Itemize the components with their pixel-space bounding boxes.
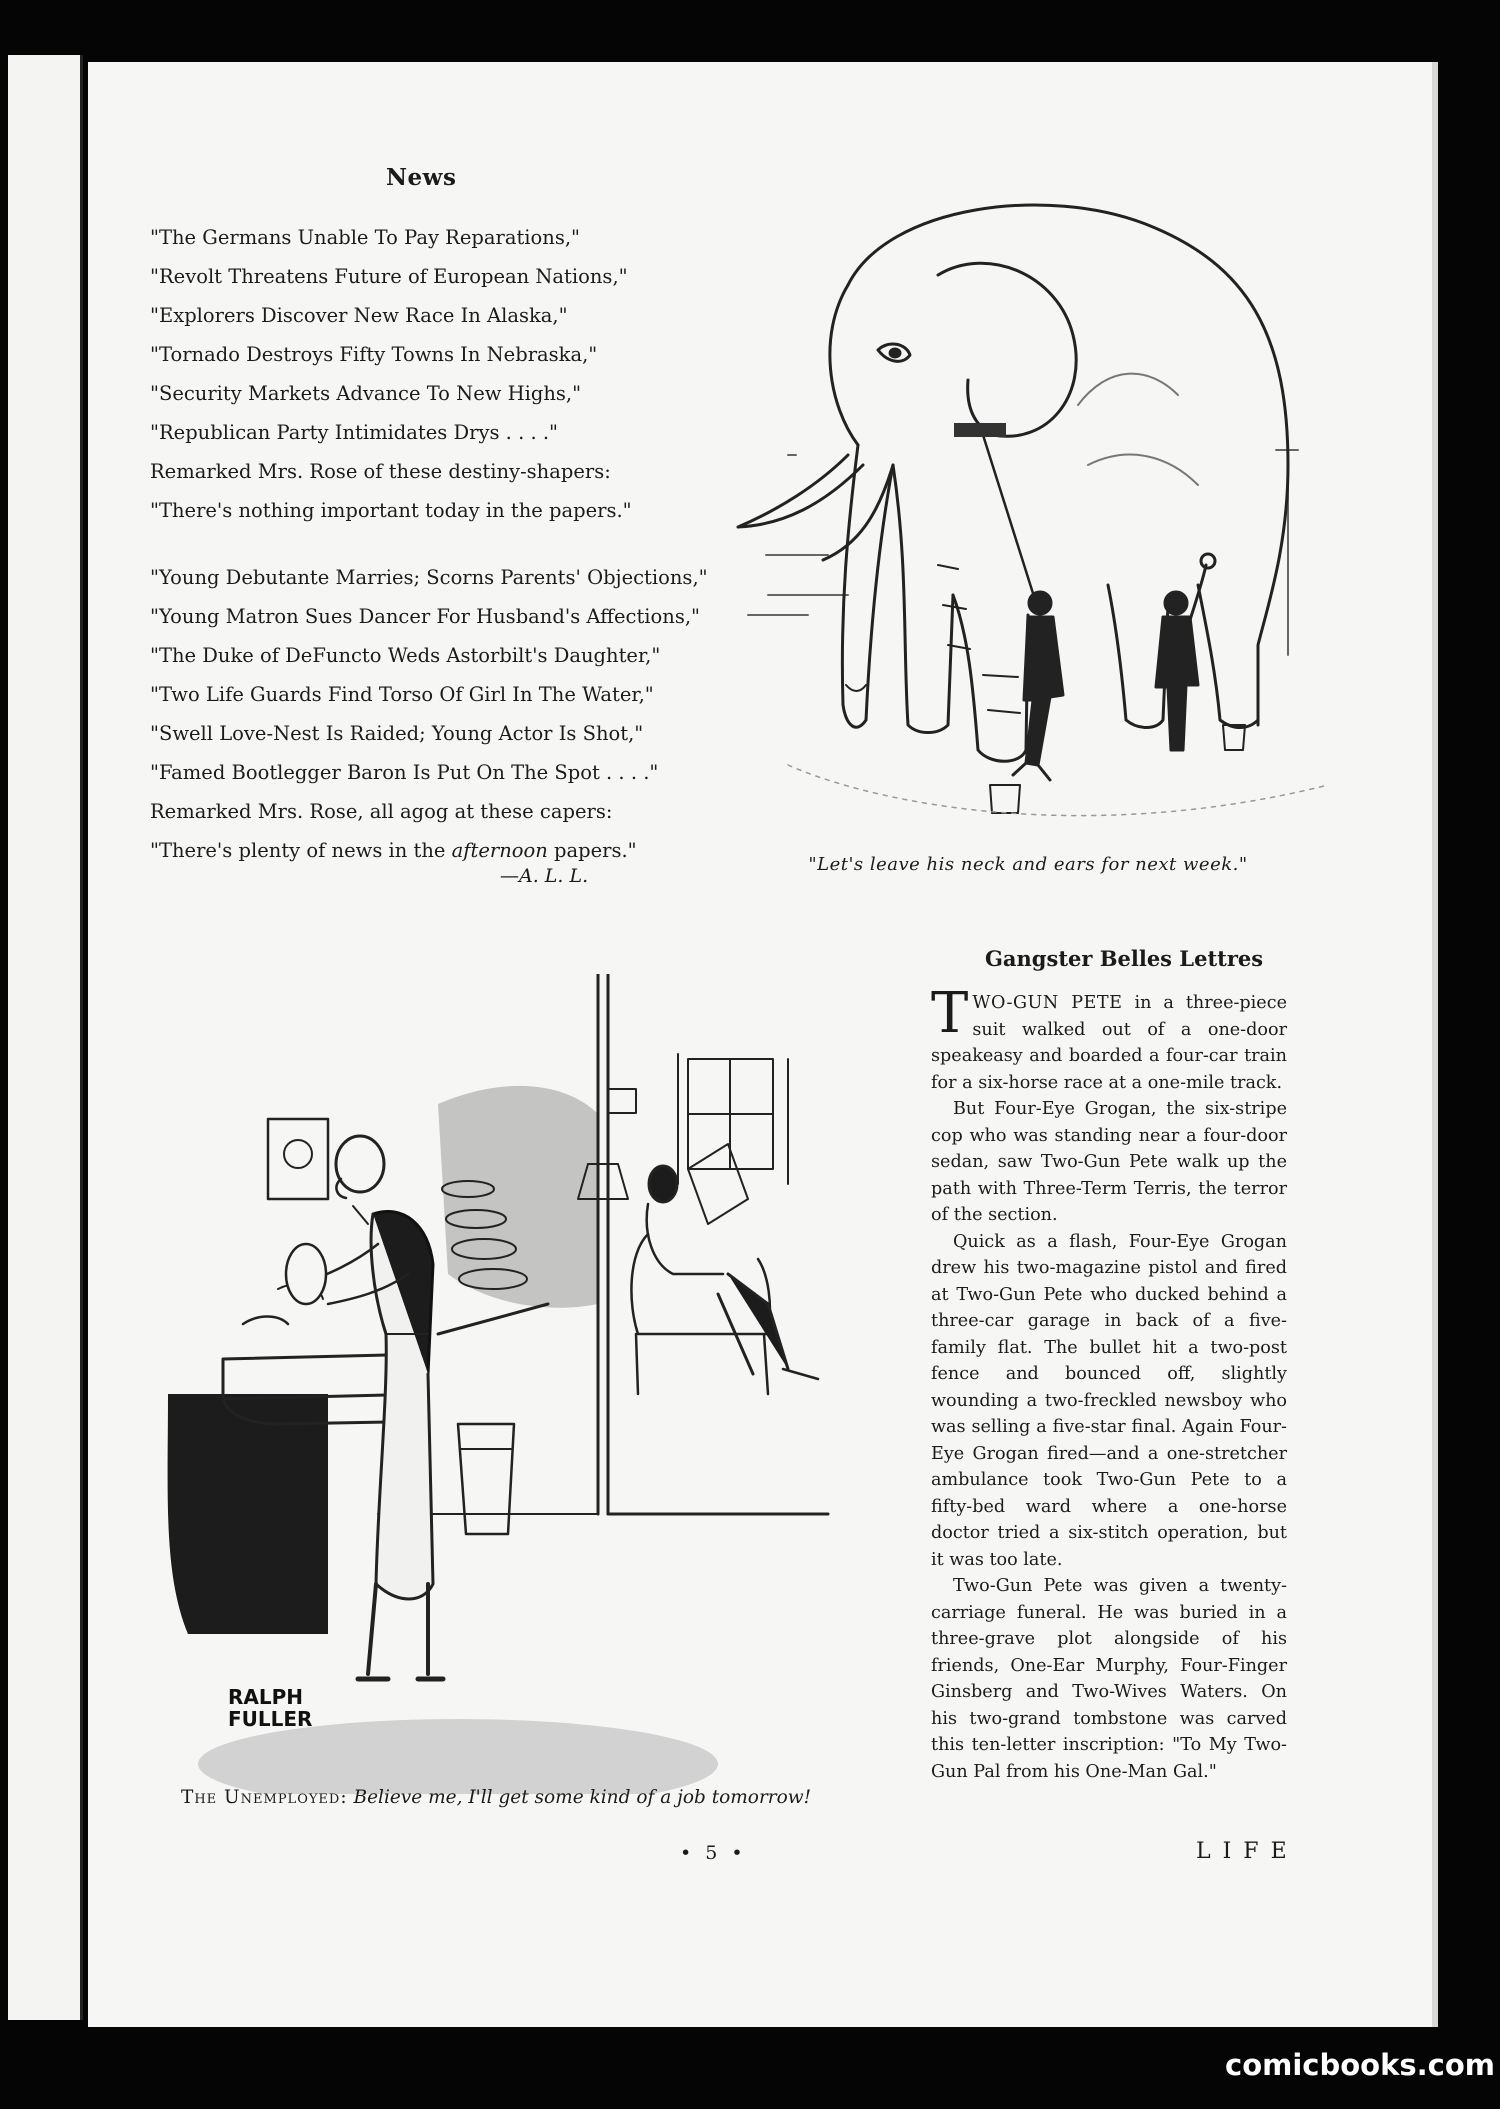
poem-line: "Swell Love-Nest Is Raided; Young Actor Is Shot," xyxy=(150,722,644,745)
poem-line: "The Duke of DeFuncto Weds Astorbilt's Daughter," xyxy=(150,644,661,667)
drop-cap: T xyxy=(931,981,969,1046)
poem-line-last: "There's plenty of news in the afternoon papers." xyxy=(150,839,637,862)
poem-line: "Famed Bootlegger Baron Is Put On The Spot . . . ." xyxy=(150,761,659,784)
poem-line: Remarked Mrs. Rose of these destiny-shapers: xyxy=(150,460,611,483)
gangster-article-body xyxy=(931,981,1287,1785)
poem-line: "Young Matron Sues Dancer For Husband's Affections," xyxy=(150,605,701,628)
article-paragraph: Quick as a flash, Four-Eye Grogan drew his two-magazine pistol and fired at Two-Gun Pete who ducked behind a three-car garage in back of a five-family flat. The bullet hit a two-post fence and bounced off, slightly wounding a two-freckled newsboy who was selling a five-star final. Again Four-Eye Grogan fired—and a one-stretcher ambulance took Two-Gun Pete to a fifty-bed ward where a one-horse doctor tried a six-stitch operation, but it was too late. xyxy=(931,1231,1287,1570)
article-paragraph: TWO-GUN PETE in a three-piece suit walked out of a one-door speakeasy and boarded a four-car train for a six-horse race at a one-mile track. xyxy=(931,981,1287,1093)
article-paragraph: Two-Gun Pete was given a twenty-carriage funeral. He was buried in a three-grave plot alongside of his friends, One-Ear Murphy, Four-Finger Ginsberg and Two-Wives Waters. On his two-grand tombstone was carved this ten-letter inscription: "To My Two-Gun Pal from his One-Man Gal." xyxy=(931,1576,1287,1782)
article-paragraph: But Four-Eye Grogan, the six-stripe cop who was standing near a four-door sedan, saw Two-Gun Pete walk up the path with Three-Term Terris, the terror of the section. xyxy=(931,1099,1287,1225)
poem-line: "There's nothing important today in the papers." xyxy=(150,499,632,522)
poem-line: Remarked Mrs. Rose, all agog at these capers: xyxy=(150,800,613,823)
magazine-name: LIFE xyxy=(1196,1839,1299,1864)
poem-line: "Tornado Destroys Fifty Towns In Nebraska," xyxy=(150,343,598,366)
unemployed-cartoon-caption: The Unemployed: Believe me, I'll get some kind of a job tomorrow! xyxy=(181,1787,812,1808)
poem-line: "Revolt Threatens Future of European Nations," xyxy=(150,265,628,288)
news-poem-stanza-2 xyxy=(150,558,708,870)
news-poem-stanza-1 xyxy=(150,218,632,530)
unemployed-kitchen-cartoon xyxy=(128,974,888,1794)
artist-signature-line-2: FULLER xyxy=(228,1707,313,1731)
magazine-page xyxy=(88,62,1438,2027)
page-number: • 5 • xyxy=(680,1842,747,1864)
artist-signature-line-1: RALPH xyxy=(228,1685,304,1709)
news-poem-title: News xyxy=(386,164,457,191)
poem-line: "Republican Party Intimidates Drys . . . ." xyxy=(150,421,559,444)
elephant-washing-cartoon xyxy=(728,165,1368,900)
poem-line: "Security Markets Advance To New Highs," xyxy=(150,382,582,405)
elephant-cartoon-caption: "Let's leave his neck and ears for next week." xyxy=(808,854,1248,875)
previous-page-edge xyxy=(8,55,83,2020)
poem-line: "Two Life Guards Find Torso Of Girl In The Water," xyxy=(150,683,654,706)
gangster-article-title: Gangster Belles Lettres xyxy=(985,946,1264,971)
site-watermark: comicbooks.com xyxy=(1225,2048,1495,2082)
poem-line: "Young Debutante Marries; Scorns Parents' Objections," xyxy=(150,566,708,589)
poem-line: "The Germans Unable To Pay Reparations," xyxy=(150,226,581,249)
poem-attribution: —A. L. L. xyxy=(500,865,589,887)
poem-line: "Explorers Discover New Race In Alaska," xyxy=(150,304,568,327)
